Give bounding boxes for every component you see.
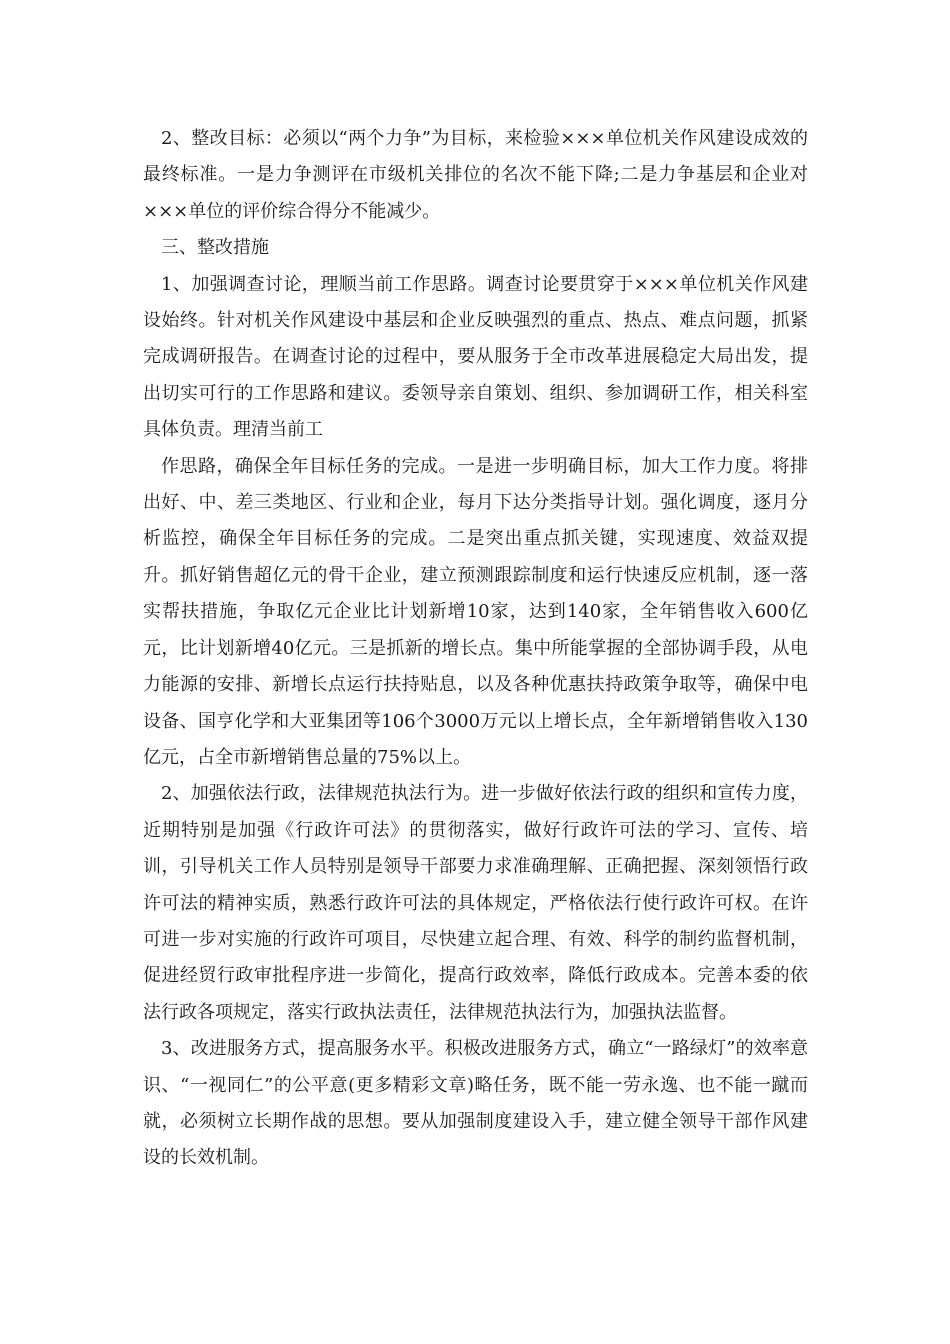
paragraph-measure-2: 2、加强依法行政，法律规范执法行为。进一步做好依法行政的组织和宣传力度，近期特别是加强《行政许可法》的贯彻落实，做好行政许可法的学习、宣传、培训，引导机关工作人员特别是领导干部要力求准确理解、正确把握、深刻领悟行政许可法的精神实质，熟悉行政许可法的具体规定，严格依法行使行政许可权。在许可进一步对实施的行政许可项目，尽快建立起合理、有效、科学的制约监督机制，促进经贸行政审批程序进一步简化，提高行政效率，降低行政成本。完善本委的依法行政各项规定，落实行政执法责任，法律规范执法行为，加强执法监督。	[143, 783, 808, 1023]
section-heading-measures: 三、整改措施	[161, 237, 269, 259]
document-body	[143, 121, 808, 1177]
paragraph-measure-1-continued: 作思路，确保全年目标任务的完成。一是进一步明确目标，加大工作力度。将排出好、中、差三类地区、行业和企业，每月下达分类指导计划。强化调度，逐月分析监控，确保全年目标任务的完成。二是突出重点抓关键，实现速度、效益双提升。抓好销售超亿元的骨干企业，建立预测跟踪制度和运行快速反应机制，逐一落实帮扶措施，争取亿元企业比计划新增10家，达到140家，全年销售收入600亿元，比计划新增40亿元。三是抓新的增长点。集中所能掌握的全部协调手段，从电力能源的安排、新增长点运行扶持贴息，以及各种优惠扶持政策争取等，确保中电设备、国亨化学和大亚集团等106个3000万元以上增长点，全年新增销售收入130亿元，占全市新增销售总量的75%以上。	[143, 455, 808, 768]
paragraph-measure-3: 3、改进服务方式，提高服务水平。积极改进服务方式，确立“一路绿灯”的效率意识、“一视同仁”的公平意(更多精彩文章)略任务，既不能一劳永逸、也不能一蹴而就，必须树立长期作战的思想。要从加强制度建设入手，建立健全领导干部作风建设的长效机制。	[143, 1038, 808, 1169]
paragraph-measure-1: 1、加强调查讨论，理顺当前工作思路。调查讨论要贯穿于×××单位机关作风建设始终。针对机关作风建设中基层和企业反映强烈的重点、热点、难点问题，抓紧完成调研报告。在调查讨论的过程中，要从服务于全市改革进展稳定大局出发，提出切实可行的工作思路和建议。委领导亲自策划、组织、参加调研工作，相关科室具体负责。理清当前工	[143, 273, 808, 441]
paragraph-rectification-goal: 2、整改目标：必须以“两个力争”为目标，来检验×××单位机关作风建设成效的最终标准。一是力争测评在市级机关排位的名次不能下降;二是力争基层和企业对×××单位的评价综合得分不能减少。	[143, 128, 808, 222]
